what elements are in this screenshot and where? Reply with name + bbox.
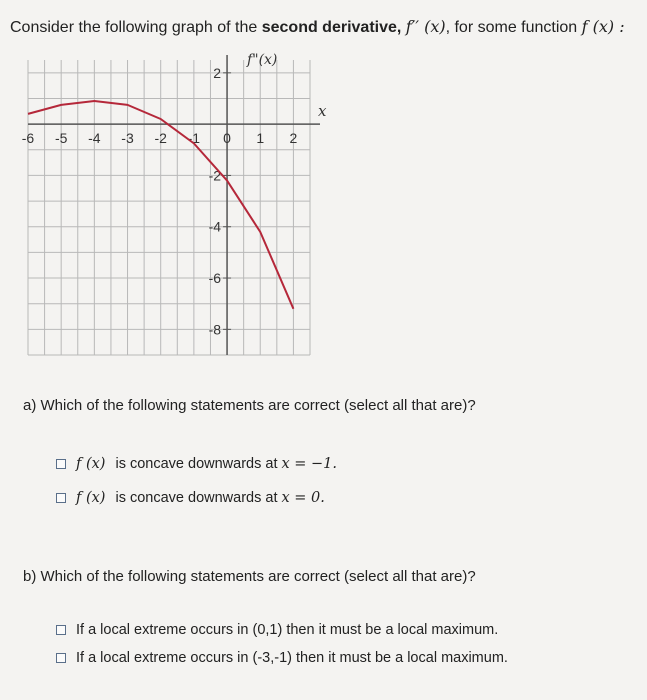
function-symbol: f (x) : [581,17,625,36]
y-tick-label: -6 [208,270,222,287]
option-label: If a local extreme occurs in (-3,-1) then it must be a local maximum. [76,650,508,666]
option-function: f (x) [76,490,106,506]
question-b-text: b) Which of the following statements are correct (select all that are)? [23,568,476,585]
x-tick-label: -4 [88,130,101,147]
option-text: is concave downwards at [115,456,278,472]
checkbox[interactable] [56,625,66,635]
question-a-text: a) Which of the following statements are correct (select all that are)? [23,397,476,414]
option-math: x = 0. [281,490,325,506]
x-axis-label: x [318,102,327,121]
chart-title: f"(x) [246,52,278,68]
question-b-option-1[interactable] [56,622,498,638]
option-text: is concave downwards at [115,490,278,506]
option-function: f (x) [76,456,106,472]
second-derivative-graph [20,50,340,370]
x-tick-label: -2 [154,130,167,147]
option-math: x = −1. [281,456,337,472]
y-tick-label: -8 [208,321,222,338]
y-tick-label: -2 [208,167,222,184]
x-tick-label: -6 [21,130,35,147]
x-tick-label: 1 [256,130,265,147]
y-tick-label: -4 [208,218,222,235]
problem-statement [10,17,640,37]
question-b-option-2[interactable] [56,650,508,666]
x-tick-label: -3 [121,130,134,147]
x-tick-label: 0 [223,130,231,147]
intro-mid: , for some function [445,19,582,36]
checkbox[interactable] [56,653,66,663]
x-tick-label: -5 [54,130,68,147]
option-label: If a local extreme occurs in (0,1) then it must be a local maximum. [76,622,499,638]
x-tick-label: 2 [289,130,298,147]
second-derivative-symbol: f′′ (x) [405,17,446,36]
x-tick-label: -1 [187,130,201,147]
intro-prefix: Consider the following graph of the [10,19,262,36]
checkbox[interactable] [56,493,66,503]
y-tick-label: 2 [213,64,222,81]
question-a-option-2[interactable] [56,490,325,506]
intro-bold: second derivative, [261,19,402,36]
checkbox[interactable] [56,459,66,469]
question-a-option-1[interactable] [56,456,337,472]
